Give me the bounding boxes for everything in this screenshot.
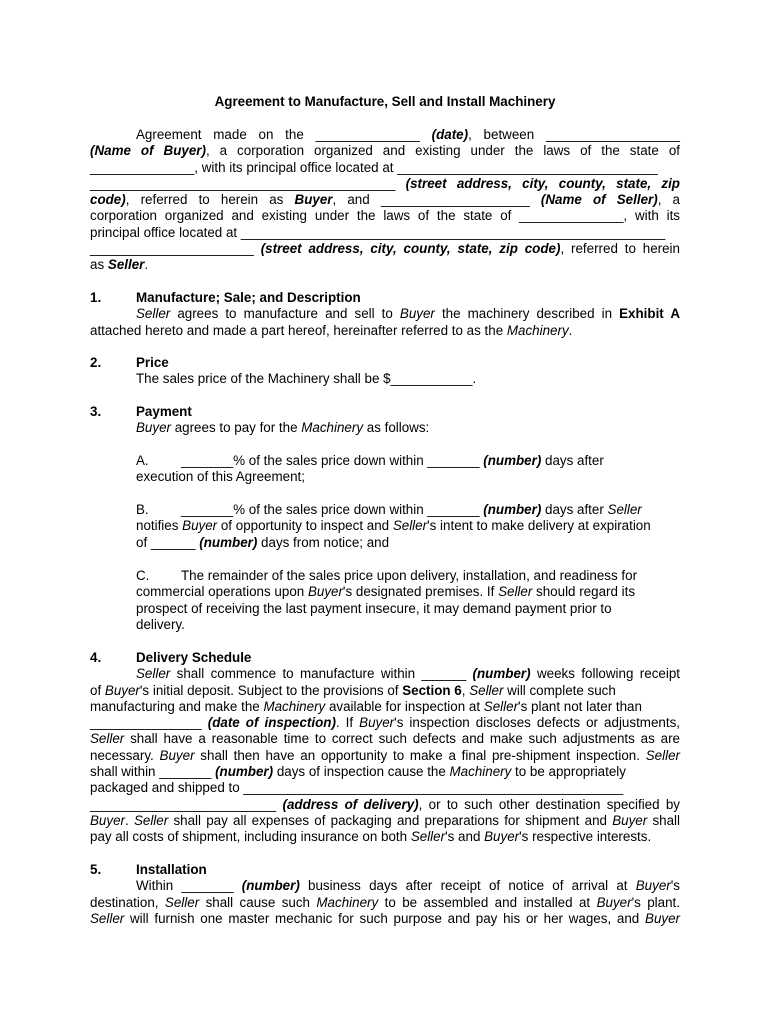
item-line <box>136 453 680 469</box>
section-text: available for inspection at <box>325 698 484 714</box>
intro-line <box>90 143 680 159</box>
item-text: days after <box>541 453 604 468</box>
section-text: as follows: <box>363 420 430 436</box>
payment-item-a <box>90 453 680 486</box>
term-machinery: Machinery <box>316 894 379 910</box>
section-line <box>90 911 680 927</box>
section-text: shall within _______ <box>90 764 216 780</box>
term-machinery: Machinery <box>449 764 512 780</box>
section-text: . <box>124 812 134 828</box>
intro-line <box>90 257 680 273</box>
section-5 <box>90 862 680 927</box>
section-text: , <box>461 682 470 698</box>
term-seller: Seller <box>469 682 504 698</box>
section-text: 's initial deposit. Subject to the provisions of <box>139 682 403 698</box>
item-text: 's designated premises. If <box>342 584 499 600</box>
section-line <box>90 699 680 715</box>
term-seller: Seller <box>136 666 171 682</box>
intro-text: , a corporation organized and existing under the laws of the state of <box>205 143 680 159</box>
section-line <box>90 764 680 780</box>
section-line <box>90 715 680 731</box>
section-text: attached hereto and made a part hereof, hereinafter referred to as the <box>90 322 507 338</box>
term-seller: Seller <box>392 518 428 534</box>
section-number: 4. <box>90 650 102 665</box>
section-line <box>90 683 680 699</box>
section-line <box>90 748 680 764</box>
section-line <box>136 420 680 436</box>
term-buyer: Buyer <box>635 878 671 894</box>
term-buyer: Buyer <box>645 910 680 926</box>
placeholder-number: (number) <box>215 764 274 780</box>
section-number: 3. <box>90 404 102 419</box>
item-text: of ______ <box>136 534 200 550</box>
term-buyer: Buyer <box>612 812 648 828</box>
section-text: agrees to manufacture and sell to <box>170 306 400 322</box>
section-text: 's <box>670 878 680 894</box>
intro-placeholder-seller: (Name of Seller) <box>540 192 658 208</box>
term-buyer: Buyer <box>182 518 218 534</box>
section-text: destination, <box>90 894 165 910</box>
section-heading: Manufacture; Sale; and Description <box>136 290 361 305</box>
term-seller: Seller <box>90 910 125 926</box>
intro-text: , between __________________ <box>468 127 680 142</box>
section-line <box>90 323 680 339</box>
term-buyer: Buyer <box>104 682 140 698</box>
section-line <box>90 829 680 845</box>
placeholder-address-of-delivery: (address of delivery) <box>282 796 419 812</box>
document-title: Agreement to Manufacture, Sell and Install Machinery <box>214 94 556 109</box>
section-text: to be appropriately <box>511 764 626 780</box>
section-text: . If <box>335 715 360 731</box>
section-number: 1. <box>90 290 102 305</box>
item-text: days after <box>541 502 608 517</box>
section-4 <box>90 650 680 846</box>
term-buyer: Buyer <box>307 584 343 600</box>
item-text: _______% of the sales price down within _______ <box>181 502 484 517</box>
placeholder-number: (number) <box>472 666 531 682</box>
section-line <box>90 306 680 322</box>
section-text: will furnish one master mechanic for such purpose and pay his or her wages, and <box>124 910 646 926</box>
section-text: shall commence to manufacture within ______ <box>170 666 473 682</box>
section-text: 's inspection discloses defects or adjustments, <box>394 715 680 731</box>
section-heading: Delivery Schedule <box>136 650 252 665</box>
intro-placeholder-date: (date) <box>431 127 469 142</box>
item-letter: C. <box>136 568 150 583</box>
section-text: to be assembled and installed at <box>378 894 597 910</box>
section-text: of <box>90 682 105 698</box>
item-text: The remainder of the sales price upon delivery, installation, and readiness for <box>181 568 638 583</box>
section-text: weeks following receipt <box>530 666 681 682</box>
intro-text: , referred to herein <box>560 241 680 257</box>
intro-line: corporation organized and existing under the laws of the state of ______________, with its <box>90 208 680 224</box>
section-text: will complete such <box>503 682 616 698</box>
placeholder-number: (number) <box>483 502 542 517</box>
section-heading: Payment <box>136 404 192 419</box>
section-text: the machinery described in <box>434 306 620 322</box>
placeholder-number: (number) <box>241 878 300 894</box>
section-1 <box>90 290 680 339</box>
intro-term-seller: Seller <box>107 257 145 273</box>
item-letter: B. <box>136 502 149 517</box>
section-line <box>90 666 680 682</box>
item-text: 's intent to make delivery at expiration <box>427 518 651 534</box>
section-3 <box>90 404 680 437</box>
section-line <box>90 731 680 747</box>
payment-item-b <box>90 502 680 551</box>
section-text: 's respective interests. <box>519 829 652 845</box>
section-text: 's plant not later than <box>518 698 642 714</box>
intro-placeholder-buyer: (Name of Buyer) <box>90 143 206 159</box>
term-buyer: Buyer <box>596 894 632 910</box>
section-reference: Section 6 <box>402 682 462 698</box>
term-seller: Seller <box>645 747 680 763</box>
term-buyer: Buyer <box>359 715 395 731</box>
term-seller: Seller <box>410 829 446 845</box>
item-line <box>136 584 680 600</box>
intro-text: ______________________ <box>90 241 254 257</box>
placeholder-date-of-inspection: (date of inspection) <box>207 715 336 731</box>
intro-line <box>90 176 680 192</box>
item-line <box>136 518 680 534</box>
section-text: . <box>568 322 573 338</box>
section-line <box>90 813 680 829</box>
section-text: manufacturing and make the <box>90 698 264 714</box>
term-seller: Seller <box>133 812 169 828</box>
item-line <box>136 568 680 584</box>
term-machinery: Machinery <box>301 420 364 436</box>
section-text: Within _______ <box>136 878 242 894</box>
item-line: prospect of receiving the last payment insecure, it may demand payment prior to <box>136 600 612 616</box>
intro-text: Agreement made on the ______________ <box>136 127 420 142</box>
term-seller: Seller <box>136 306 171 322</box>
section-line <box>90 878 680 894</box>
section-text: The sales price of the Machinery shall be $___________. <box>136 371 477 387</box>
section-heading: Installation <box>136 862 207 877</box>
intro-placeholder-address: code) <box>90 192 126 208</box>
payment-item-c <box>90 568 680 633</box>
term-seller: Seller <box>498 584 533 600</box>
intro-placeholder-address: (street address, city, county, state, zip code) <box>260 241 561 257</box>
section-text: business days after receipt of notice of arrival at <box>299 878 636 894</box>
term-machinery: Machinery <box>506 322 569 338</box>
section-text: shall cause such <box>199 894 317 910</box>
section-text: necessary. <box>90 747 160 763</box>
item-text: commercial operations upon <box>136 584 308 600</box>
section-line <box>90 797 680 813</box>
intro-text: , and ____________________ <box>332 192 530 208</box>
item-text: notifies <box>136 518 183 534</box>
section-text: shall have a reasonable time to correct such defects and make such adjustments as are <box>124 731 680 747</box>
term-buyer: Buyer <box>399 306 435 322</box>
intro-text: as <box>90 257 105 273</box>
section-text: _________________________ <box>90 796 277 812</box>
item-line: delivery. <box>136 616 185 632</box>
section-number: 5. <box>90 862 102 877</box>
intro-text: . <box>144 257 149 273</box>
term-buyer: Buyer <box>136 420 171 436</box>
intro-line <box>90 127 680 143</box>
section-text: , or to such other destination specified by <box>418 796 680 812</box>
term-seller: Seller <box>607 502 642 517</box>
section-text: shall pay all expenses of packaging and preparations for shipment and <box>168 812 613 828</box>
placeholder-number: (number) <box>483 453 542 468</box>
intro-paragraph <box>90 127 680 274</box>
section-text: pay all costs of shipment, including insurance on both <box>90 829 411 845</box>
placeholder-number: (number) <box>199 534 258 550</box>
section-2 <box>90 355 680 388</box>
term-seller: Seller <box>90 731 125 747</box>
section-text: shall then have an opportunity to make a final pre-shipment inspection. <box>194 747 646 763</box>
term-seller: Seller <box>483 698 519 714</box>
item-text: should regard its <box>532 584 636 600</box>
item-letter: A. <box>136 453 149 468</box>
item-text: _______% of the sales price down within _______ <box>181 453 484 468</box>
term-seller: Seller <box>164 894 200 910</box>
intro-text: , referred to herein as <box>125 192 284 208</box>
intro-line: ______________, with its principal office located at ___________________________________ <box>90 159 658 175</box>
term-buyer: Buyer <box>159 747 195 763</box>
intro-line <box>90 241 680 257</box>
term-buyer: Buyer <box>90 812 125 828</box>
item-text: days from notice; and <box>257 534 390 550</box>
section-text: days of inspection cause the <box>273 764 450 780</box>
intro-text: , a <box>657 192 681 208</box>
term-buyer: Buyer <box>484 829 520 845</box>
term-machinery: Machinery <box>263 698 326 714</box>
section-text: agrees to pay for the <box>170 420 302 436</box>
section-text: 's and <box>445 829 485 845</box>
item-line <box>136 502 680 518</box>
intro-placeholder-address: (street address, city, county, state, zip <box>405 175 680 191</box>
section-heading: Price <box>136 355 169 370</box>
section-text: 's plant. <box>631 894 680 910</box>
section-text: _______________ <box>90 715 208 731</box>
intro-term-buyer: Buyer <box>294 192 333 208</box>
item-line <box>136 535 680 551</box>
section-line: packaged and shipped to ___________________________________________________ <box>90 780 624 796</box>
intro-text: _________________________________________ <box>90 175 396 191</box>
section-text: shall <box>647 812 680 828</box>
exhibit-reference: Exhibit A <box>619 306 681 322</box>
section-line <box>90 895 680 911</box>
item-text: of opportunity to inspect and <box>217 518 393 534</box>
intro-line <box>90 192 680 208</box>
intro-line: principal office located at _________________________________________________________ <box>90 224 666 240</box>
section-number: 2. <box>90 355 102 370</box>
item-line: execution of this Agreement; <box>136 469 305 485</box>
